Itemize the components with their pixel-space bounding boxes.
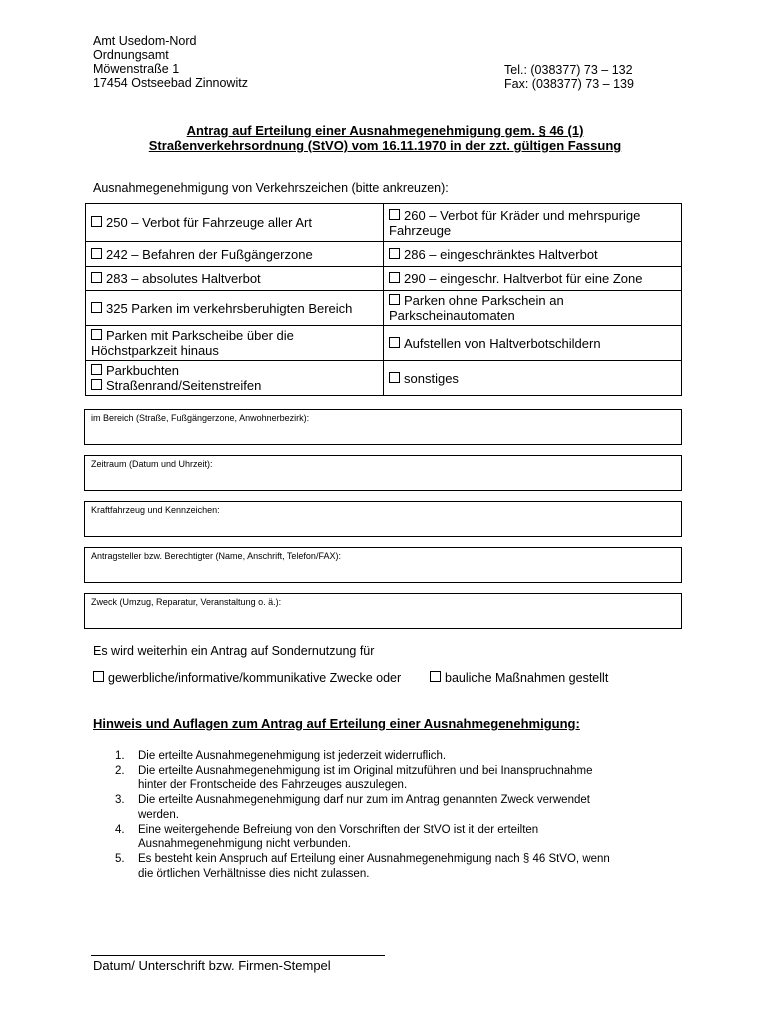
note-number: 1. bbox=[115, 750, 125, 762]
authority-address bbox=[93, 34, 248, 90]
checkbox[interactable] bbox=[430, 671, 441, 682]
note-number: 4. bbox=[115, 823, 125, 836]
form-title-line-1: Antrag auf Erteilung einer Ausnahmegenehmigung gem. § 46 (1) bbox=[186, 123, 584, 138]
note-line: Die erteilte Ausnahmegenehmigung ist jederzeit widerruflich. bbox=[138, 750, 447, 762]
period-field-label: Zeitraum (Datum und Uhrzeit): bbox=[91, 459, 213, 469]
sign-option-label: Aufstellen von Haltverbotschildern bbox=[404, 335, 601, 351]
checkbox[interactable] bbox=[91, 248, 102, 259]
option-label: gewerbliche/informative/kommunikative Zwecke oder bbox=[108, 671, 402, 685]
note-line: Es besteht kein Anspruch auf Erteilung einer Ausnahmegenehmigung nach § 46 StVO, wenn bbox=[138, 852, 610, 865]
checkbox[interactable] bbox=[389, 294, 400, 305]
area-field[interactable] bbox=[84, 409, 682, 445]
note-item bbox=[93, 823, 683, 852]
sign-option-sonstiges[interactable] bbox=[384, 361, 682, 396]
sign-selection-intro: Ausnahmegenehmigung von Verkehrszeichen (bitte ankreuzen): bbox=[93, 181, 449, 195]
contact-info bbox=[504, 63, 634, 91]
note-number: 2. bbox=[115, 764, 125, 777]
area-field-label: im Bereich (Straße, Fußgängerzone, Anwohnerbezirk): bbox=[91, 413, 310, 423]
sign-option-260[interactable] bbox=[384, 204, 682, 242]
sign-option-label: 242 – Befahren der Fußgängerzone bbox=[106, 246, 313, 262]
sign-option-parkscheibe[interactable] bbox=[86, 326, 384, 361]
period-field[interactable] bbox=[84, 455, 682, 491]
address-line: Amt Usedom-Nord bbox=[93, 34, 197, 48]
sign-option-label: 286 – eingeschränktes Haltverbot bbox=[404, 246, 598, 262]
sign-option-haltverbotschilder[interactable] bbox=[384, 326, 682, 361]
special-use-construction-option[interactable] bbox=[430, 671, 608, 685]
sign-option-parkscheinautomat[interactable] bbox=[384, 291, 682, 326]
checkbox[interactable] bbox=[91, 379, 102, 390]
traffic-sign-table bbox=[85, 203, 682, 396]
checkbox[interactable] bbox=[389, 248, 400, 259]
note-line: Ausnahmegenehmigung nicht verbunden. bbox=[138, 838, 351, 851]
note-item bbox=[93, 749, 683, 764]
applicant-field-label: Antragsteller bzw. Berechtigter (Name, Anschrift, Telefon/FAX): bbox=[91, 551, 341, 561]
note-item bbox=[93, 793, 683, 822]
sign-option-250[interactable] bbox=[86, 204, 384, 242]
note-item bbox=[93, 764, 683, 793]
note-line: Die erteilte Ausnahmegenehmigung darf nur zum im Antrag genannten Zweck verwendet bbox=[138, 794, 590, 807]
address-line: Möwenstraße 1 bbox=[93, 62, 180, 76]
note-line: Eine weitergehende Befreiung von den Vorschriften der StVO ist it der erteilten bbox=[138, 823, 539, 836]
note-number: 5. bbox=[115, 852, 125, 865]
option-label: bauliche Maßnahmen gestellt bbox=[445, 671, 609, 685]
form-title bbox=[85, 123, 685, 153]
checkbox[interactable] bbox=[91, 364, 102, 375]
checkbox[interactable] bbox=[91, 302, 102, 313]
checkbox[interactable] bbox=[91, 329, 102, 340]
vehicle-field-label: Kraftfahrzeug und Kennzeichen: bbox=[91, 505, 220, 515]
checkbox[interactable] bbox=[93, 671, 104, 682]
special-use-text: Es wird weiterhin ein Antrag auf Sondernutzung für bbox=[93, 644, 375, 658]
sign-option-label: Parkbuchten bbox=[106, 363, 179, 378]
note-line: die örtlichen Verhältnisse dies nicht zulassen. bbox=[138, 867, 370, 880]
notes-list bbox=[93, 749, 683, 881]
address-line: Ordnungsamt bbox=[93, 48, 169, 62]
vehicle-field[interactable] bbox=[84, 501, 682, 537]
sign-option-parkbuchten-strassenrand bbox=[86, 361, 384, 396]
checkbox[interactable] bbox=[91, 216, 102, 227]
sign-option-label: 260 – Verbot für Kräder und mehrspurige Fahrzeuge bbox=[389, 207, 641, 238]
checkbox[interactable] bbox=[389, 209, 400, 220]
sign-option-290[interactable] bbox=[384, 267, 682, 291]
sign-option-parkbuchten[interactable] bbox=[91, 363, 378, 378]
sign-option-283[interactable] bbox=[86, 267, 384, 291]
checkbox[interactable] bbox=[91, 272, 102, 283]
phone-number: Tel.: (038377) 73 – 132 bbox=[504, 63, 633, 77]
checkbox[interactable] bbox=[389, 372, 400, 383]
note-line: hinter der Frontscheide des Fahrzeuges auszulegen. bbox=[138, 779, 408, 792]
sign-option-label: sonstiges bbox=[404, 370, 459, 386]
sign-option-label: Straßenrand/Seitenstreifen bbox=[106, 378, 262, 393]
note-item bbox=[93, 852, 683, 881]
sign-option-label: Parken ohne Parkschein an Parkscheinautomaten bbox=[389, 293, 564, 323]
sign-option-286[interactable] bbox=[384, 242, 682, 267]
sign-option-label: 325 Parken im verkehrsberuhigten Bereich bbox=[106, 300, 353, 316]
applicant-field[interactable] bbox=[84, 547, 682, 583]
note-line: werden. bbox=[138, 808, 179, 821]
special-use-commercial-option[interactable] bbox=[93, 671, 401, 685]
sign-option-strassenrand[interactable] bbox=[91, 378, 378, 393]
address-line: 17454 Ostseebad Zinnowitz bbox=[93, 76, 248, 90]
sign-option-label: 290 – eingeschr. Haltverbot für eine Zone bbox=[404, 271, 643, 286]
sign-option-242[interactable] bbox=[86, 242, 384, 267]
fax-number: Fax: (038377) 73 – 139 bbox=[504, 77, 634, 91]
note-line: Die erteilte Ausnahmegenehmigung ist im Original mitzuführen und bei Inanspruchnahme bbox=[138, 764, 593, 777]
purpose-field-label: Zweck (Umzug, Reparatur, Veranstaltung o. ä.): bbox=[91, 597, 282, 607]
sign-option-label: 250 – Verbot für Fahrzeuge aller Art bbox=[106, 215, 312, 230]
signature-line[interactable] bbox=[91, 955, 385, 956]
sign-option-label: Parken mit Parkscheibe über die Höchstparkzeit hinaus bbox=[91, 328, 294, 358]
notes-heading: Hinweis und Auflagen zum Antrag auf Erteilung einer Ausnahmegenehmigung: bbox=[93, 716, 580, 731]
form-title-line-2: Straßenverkehrsordnung (StVO) vom 16.11.1970 in der zzt. gültigen Fassung bbox=[148, 138, 622, 153]
purpose-field[interactable] bbox=[84, 593, 682, 629]
note-number: 3. bbox=[115, 794, 125, 807]
sign-option-325[interactable] bbox=[86, 291, 384, 326]
checkbox[interactable] bbox=[389, 337, 400, 348]
signature-label: Datum/ Unterschrift bzw. Firmen-Stempel bbox=[93, 958, 331, 973]
sign-option-label: 283 – absolutes Haltverbot bbox=[106, 271, 261, 286]
checkbox[interactable] bbox=[389, 272, 400, 283]
